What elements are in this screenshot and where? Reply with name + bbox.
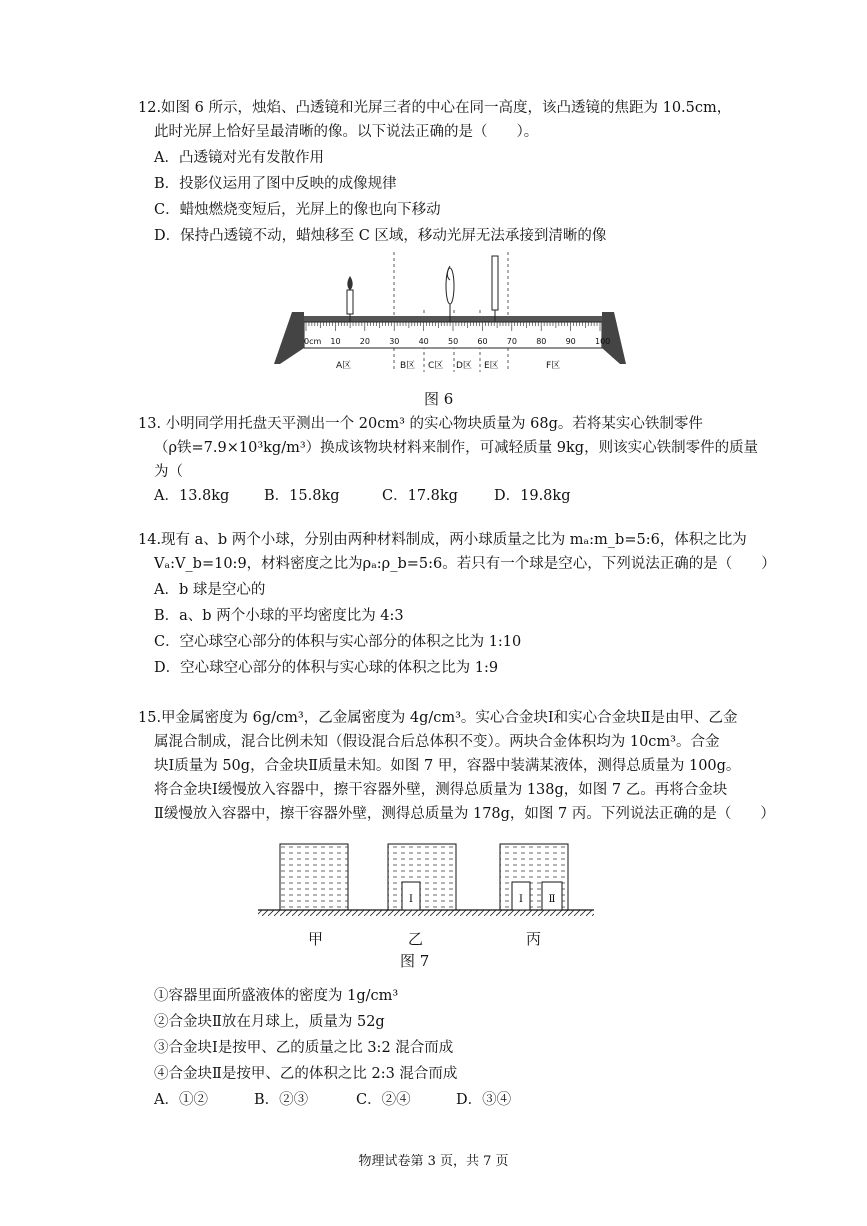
q12-option-b: B．投影仪运用了图中反映的成像规律: [154, 176, 397, 192]
ruler-tick-label: 60: [477, 337, 488, 346]
ruler-tick-label: 100: [595, 337, 611, 346]
q13-option-b: B．15.8kg: [264, 488, 340, 504]
q13-option-d: D．19.8kg: [494, 488, 571, 504]
svg-text:Ⅰ: Ⅰ: [519, 894, 523, 905]
q12-stem-line1: 12.如图 6 所示，烛焰、凸透镜和光屏三者的中心在同一高度，该凸透镜的焦距为 10.5cm，: [138, 100, 732, 116]
figure-7-label-bing: 丙: [526, 930, 542, 948]
q15-stem-line3: 块Ⅰ质量为 50g，合金块Ⅱ质量未知。如图 7 甲，容器中装满某液体，测得总质量为 100g。: [154, 758, 741, 774]
ruler-tick-label: 20: [359, 337, 370, 346]
q14-stem-line1: 14.现有 a、b 两个小球，分别由两种材料制成，两小球质量之比为 mₐ:m_b=5:6，体积之比为: [138, 532, 747, 548]
ruler-tick-label: 10: [330, 337, 341, 346]
q15-option-c: C．②④: [356, 1092, 411, 1108]
q13-option-a: A．13.8kg: [154, 488, 230, 504]
figure-7-label-jia: 甲: [308, 930, 324, 948]
zone-f-label: F区: [546, 361, 561, 371]
q15-stem-line4: 将合金块Ⅰ缓慢放入容器中，擦干容器外壁，测得总质量为 138g，如图 7 乙。再将合金块: [154, 782, 728, 798]
ruler-tick-label: 40: [418, 337, 429, 346]
q12-stem-line2: 此时光屏上恰好呈最清晰的像。以下说法正确的是（ ）。: [154, 124, 539, 140]
q14-option-b: B．a、b 两个小球的平均密度比为 4:3: [154, 608, 404, 624]
q13-option-c: C．17.8kg: [382, 488, 458, 504]
q14-option-d: D．空心球空心部分的体积与实心球的体积之比为 1:9: [154, 660, 499, 676]
q15-statement-4: ④合金块Ⅱ是按甲、乙的体积之比 2:3 混合而成: [154, 1066, 458, 1082]
figure-6-optical-bench: [270, 252, 630, 380]
ruler-tick-label: 30: [389, 337, 400, 346]
ruler-tick-label: 50: [448, 337, 459, 346]
q15-stem-line5: Ⅱ缓慢放入容器中，擦干容器外壁，测得总质量为 178g，如图 7 丙。下列说法正确的是（ ）: [154, 806, 775, 822]
container-yi: [388, 844, 456, 910]
ruler-tick-label: 80: [536, 337, 547, 346]
q12-option-d: D．保持凸透镜不动，蜡烛移至 C 区域，移动光屏无法承接到清晰的像: [154, 228, 607, 244]
q15-statement-2: ②合金块Ⅱ放在月球上，质量为 52g: [154, 1014, 385, 1030]
q15-statement-1: ①容器里面所盛液体的密度为 1g/cm³: [154, 988, 399, 1004]
zone-c-label: C区: [428, 361, 444, 371]
q15-option-a: A．①②: [154, 1092, 208, 1108]
page-footer: 物理试卷第 3 页，共 7 页: [358, 1154, 509, 1169]
q15-statement-3: ③合金块Ⅰ是按甲、乙的质量之比 3:2 混合而成: [154, 1040, 454, 1056]
svg-text:Ⅰ: Ⅰ: [409, 894, 413, 905]
q15-option-b: B．②③: [254, 1092, 309, 1108]
figure-7-label-yi: 乙: [408, 930, 424, 948]
ruler-tick-label: 70: [506, 337, 517, 346]
q12-option-c: C．蜡烛燃烧变短后，光屏上的像也向下移动: [154, 202, 441, 218]
figure-6-caption: 图 6: [424, 390, 454, 408]
q15-stem-line2: 属混合制成，混合比例未知（假设混合后总体积不变）。两块合金体积均为 10cm³。合金: [154, 734, 720, 750]
container-jia: [280, 844, 348, 910]
q14-option-a: A．b 球是空心的: [154, 582, 266, 598]
zone-e-label: E区: [484, 361, 499, 371]
q15-stem-line1: 15.甲金属密度为 6g/cm³，乙金属密度为 4g/cm³。实心合金块Ⅰ和实心合金块Ⅱ是由甲、乙金: [138, 710, 738, 726]
ruler-tick-label: 0cm: [304, 337, 322, 346]
q12-option-a: A．凸透镜对光有发散作用: [154, 150, 324, 166]
zone-b-label: B区: [400, 361, 416, 371]
zone-d-label: D区: [456, 361, 472, 371]
figure-7-containers: [256, 838, 596, 956]
zone-a-label: A区: [336, 361, 352, 371]
figure-7-caption: 图 7: [400, 952, 430, 970]
q13-stem-line3: 为（: [154, 464, 183, 480]
ruler-tick-label: 90: [565, 337, 576, 346]
svg-text:Ⅱ: Ⅱ: [548, 894, 556, 905]
q13-stem-line2: （ρ铁=7.9×10³kg/m³）换成该物块材料来制作，可减轻质量 9kg，则该实心铁制零件的质量: [154, 440, 759, 456]
q13-stem-line1: 13. 小明同学用托盘天平测出一个 20cm³ 的实心物块质量为 68g。若将某实心铁制零件: [138, 416, 703, 432]
q15-option-d: D．③④: [456, 1092, 512, 1108]
q14-option-c: C．空心球空心部分的体积与实心部分的体积之比为 1:10: [154, 634, 522, 650]
q14-stem-line2: Vₐ:V_b=10:9，材料密度之比为ρₐ:ρ_b=5:6。若只有一个球是空心，下列说法正确的是（ ）: [154, 556, 776, 572]
